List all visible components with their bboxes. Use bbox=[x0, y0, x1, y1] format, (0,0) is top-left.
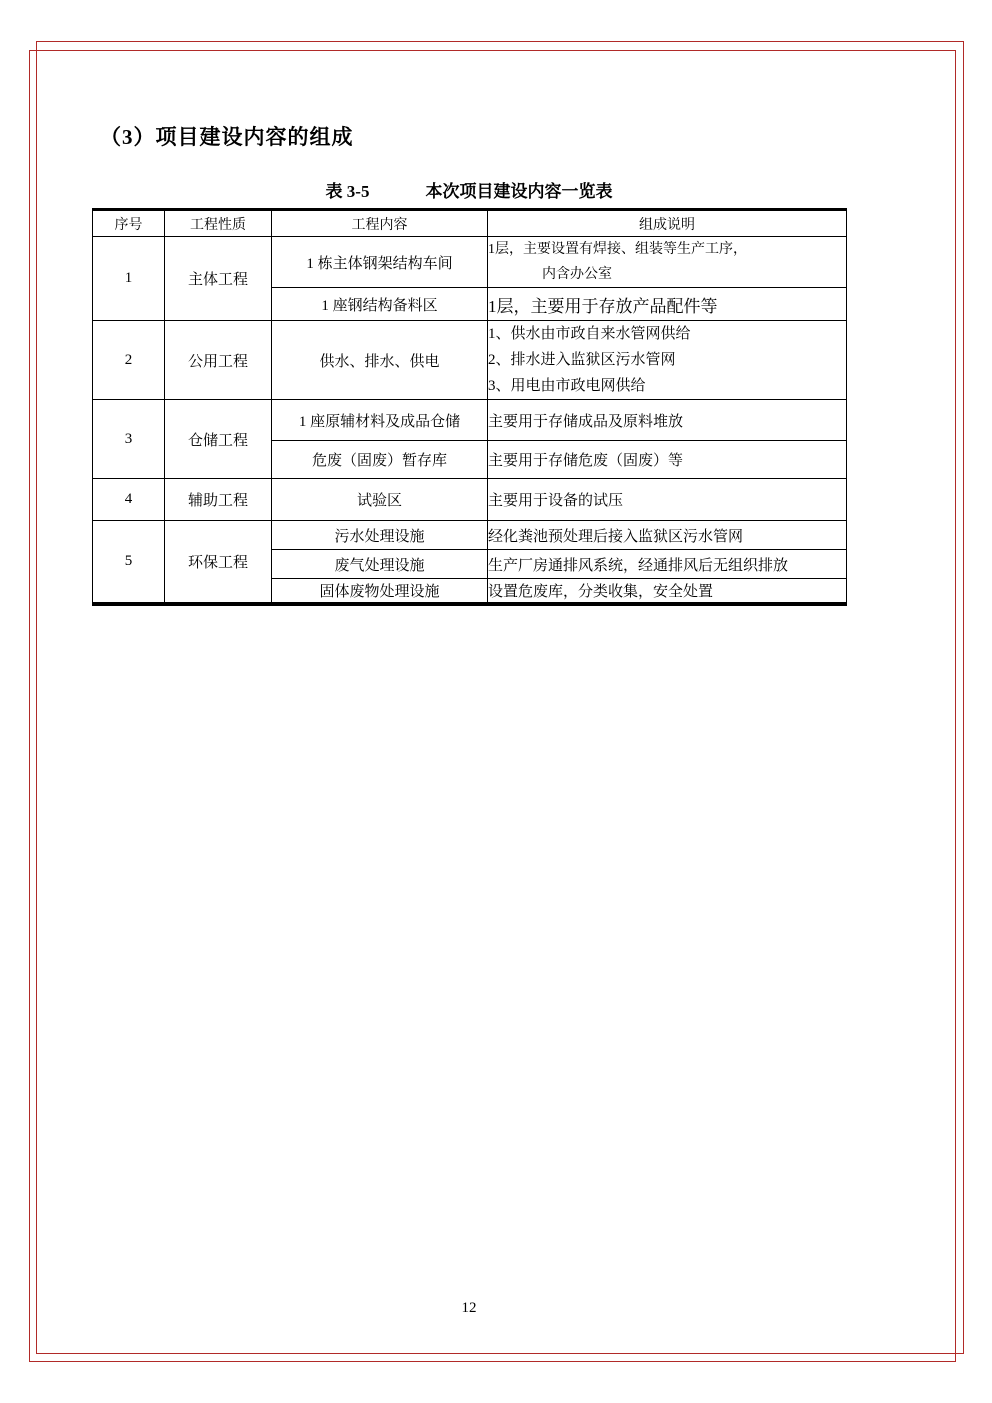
cell-content: 1 栋主体钢架结构车间 bbox=[272, 237, 488, 288]
table-row bbox=[93, 237, 847, 288]
cell-description: 主要用于设备的试压 bbox=[488, 479, 847, 521]
cell-nature: 环保工程 bbox=[165, 521, 272, 604]
table-row bbox=[93, 400, 847, 441]
description-line: 3、用电由市政电网供给 bbox=[488, 378, 646, 394]
table-header-row bbox=[93, 210, 847, 237]
table-row bbox=[93, 521, 847, 550]
table-row bbox=[93, 321, 847, 400]
header-cell-nature: 工程性质 bbox=[165, 210, 272, 237]
cell-content: 1 座钢结构备料区 bbox=[272, 288, 488, 321]
cell-description: 生产厂房通排风系统，经通排风后无组织排放 bbox=[488, 550, 847, 579]
table-row bbox=[93, 479, 847, 521]
cell-description: 经化粪池预处理后接入监狱区污水管网 bbox=[488, 521, 847, 550]
cell-content: 废气处理设施 bbox=[272, 550, 488, 579]
table-caption bbox=[92, 177, 846, 202]
header-cell-description: 组成说明 bbox=[488, 210, 847, 237]
cell-content: 1 座原辅材料及成品仓储 bbox=[272, 400, 488, 441]
project-contents-table bbox=[92, 208, 847, 606]
cell-seq: 4 bbox=[93, 479, 165, 521]
cell-content: 危废（固废）暂存库 bbox=[272, 441, 488, 479]
cell-content: 污水处理设施 bbox=[272, 521, 488, 550]
cell-content: 固体废物处理设施 bbox=[272, 579, 488, 604]
header-cell-seq: 序号 bbox=[93, 210, 165, 237]
table-caption-label: 表 3-5 bbox=[325, 182, 370, 201]
cell-description: 主要用于存储危废（固废）等 bbox=[488, 441, 847, 479]
section-heading: （3）项目建设内容的组成 bbox=[100, 125, 354, 149]
cell-description: 主要用于存储成品及原料堆放 bbox=[488, 400, 847, 441]
cell-seq: 3 bbox=[93, 400, 165, 479]
description-line: 内含办公室 bbox=[542, 267, 612, 282]
description-line: 1层，主要设置有焊接、组装等生产工序， bbox=[488, 242, 747, 257]
header-cell-content: 工程内容 bbox=[272, 210, 488, 237]
description-line: 1、供水由市政自来水管网供给 bbox=[488, 326, 691, 342]
cell-seq: 1 bbox=[93, 237, 165, 321]
description-line: 2、排水进入监狱区污水管网 bbox=[488, 352, 676, 368]
cell-seq: 2 bbox=[93, 321, 165, 400]
cell-seq: 5 bbox=[93, 521, 165, 604]
cell-nature: 仓储工程 bbox=[165, 400, 272, 479]
cell-description bbox=[488, 321, 847, 400]
cell-nature: 辅助工程 bbox=[165, 479, 272, 521]
cell-description: 1层，主要用于存放产品配件等 bbox=[488, 288, 847, 321]
page-number: 12 bbox=[461, 1300, 477, 1316]
cell-nature: 主体工程 bbox=[165, 237, 272, 321]
cell-description bbox=[488, 237, 847, 288]
cell-content: 试验区 bbox=[272, 479, 488, 521]
cell-description: 设置危废库，分类收集，安全处置 bbox=[488, 579, 847, 604]
cell-content: 供水、排水、供电 bbox=[272, 321, 488, 400]
table-caption-title: 本次项目建设内容一览表 bbox=[425, 182, 613, 201]
cell-nature: 公用工程 bbox=[165, 321, 272, 400]
